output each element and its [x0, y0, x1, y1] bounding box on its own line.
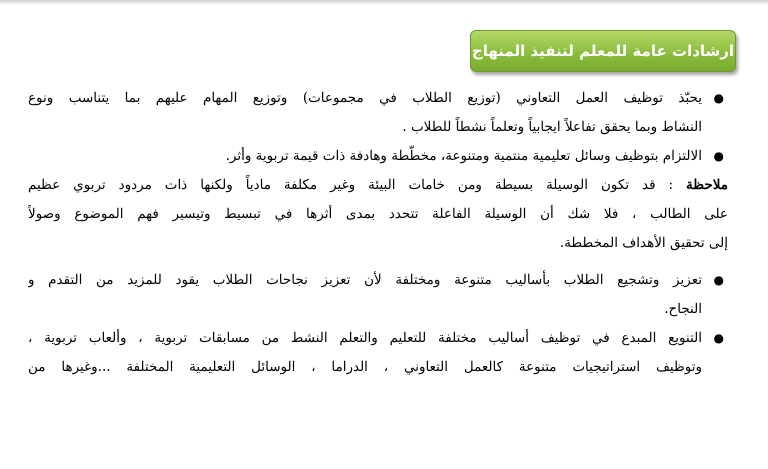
bullet-4-line-1: ● التنويع المبدع في توظيف أساليب مختلفة للتعليم والتعلم النشط من مسابقات تربوية ، وألعاب تربوية ، [28, 324, 728, 353]
document-body [28, 84, 728, 382]
bullet-3-line-2: النجاح. [664, 301, 702, 317]
section-title-banner [470, 30, 736, 72]
note-line-3: إلى تحقيق الأهداف المخططة. [559, 235, 728, 251]
bullet-1-line-2: النشاط وبما يحقق تفاعلاً ايجابياً وتعلماً نشطاً للطلاب . [402, 119, 702, 135]
bullet-1-line-1: ● يحبّذ توظيف العمل التعاوني (توزيع الطلاب في مجموعات) وتوزيع المهام عليهم بما يتناسب ونوع [28, 84, 728, 113]
bullet-3-line-1: ● تعزيز وتشجيع الطلاب بأساليب متنوعة ومختلفة لأن تعزيز نجاحات الطلاب يقود للمزيد من التقدم و [28, 266, 728, 295]
bullet-4-line-2: وتوظيف استراتيجيات متنوعة كالعمل التعاوني ، الدراما ، الوسائل التعليمية المختلفة ...وغيرها من [28, 359, 702, 375]
section-title: ارشادات عامة للمعلم لتنفيذ المنهاج [471, 42, 735, 60]
note-line-1: ملاحظة : قد تكون الوسيلة بسيطة ومن خامات البيئة وغير مكلفة مادياً ولكنها ذات مردود تربوي عظيم [28, 177, 728, 193]
top-divider [0, 0, 768, 4]
bullet-dot-icon: ● [713, 149, 724, 163]
note-line-2: على الطالب ، فلا شك أن الوسيلة الفاعلة تتحدد بمدى أثرها في تبسيط وتيسير فهم الموضوع وصولاً [28, 206, 728, 222]
bullet-2-line-1: ● الالتزام بتوظيف وسائل تعليمية منتمية ومتنوعة، مخطّطة وهادفة ذات قيمة تربوية وأثر. [28, 142, 728, 171]
bullet-dot-icon: ● [713, 331, 724, 345]
bullet-dot-icon: ● [713, 91, 724, 105]
bullet-dot-icon: ● [713, 273, 724, 287]
note-label: ملاحظة [686, 177, 728, 193]
